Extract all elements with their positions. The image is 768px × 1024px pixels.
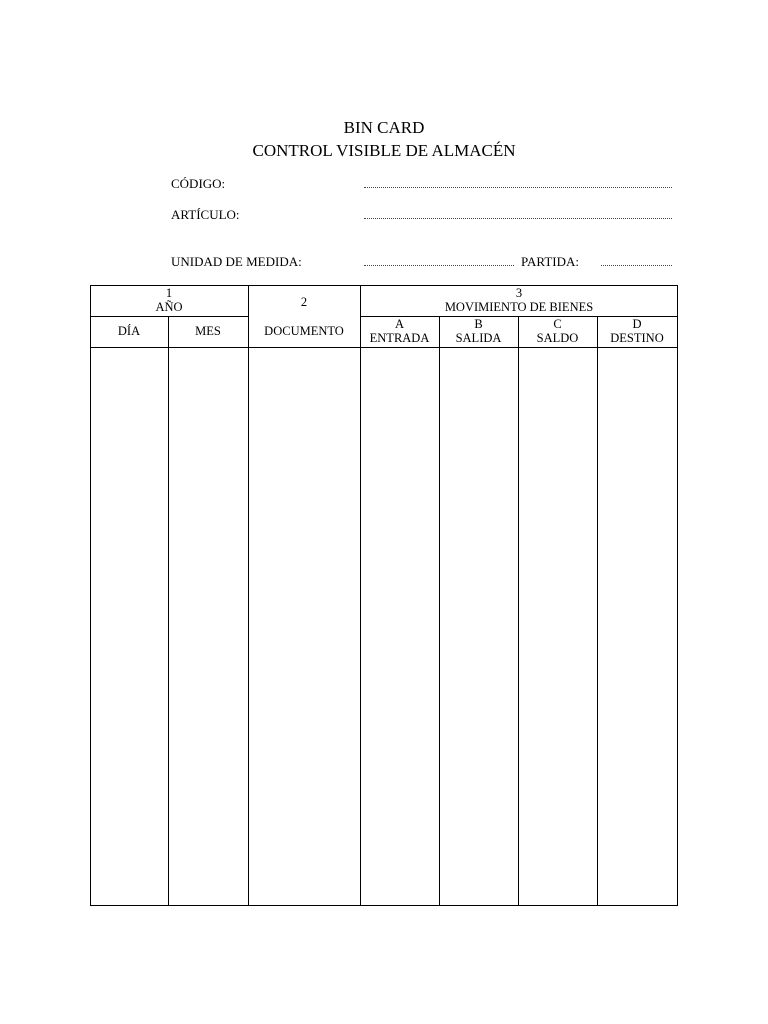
- col-line-right: [677, 285, 678, 906]
- movimiento-number: 3: [515, 286, 523, 300]
- documento-number: 2: [300, 295, 308, 309]
- column-header-salida: [439, 317, 518, 345]
- column-header-saldo: [518, 317, 597, 345]
- codigo-label: CÓDIGO:: [171, 176, 226, 191]
- column-header-documento: DOCUMENTO: [264, 324, 344, 338]
- saldo-label: SALDO: [536, 331, 579, 345]
- ano-label: AÑO: [155, 300, 183, 314]
- card-title: BIN CARD: [343, 118, 425, 137]
- saldo-letter: C: [553, 317, 562, 331]
- ano-header: [90, 286, 248, 314]
- column-header-mes: MES: [195, 324, 221, 338]
- column-header-dia: DÍA: [117, 324, 141, 338]
- unidad-medida-label: UNIDAD DE MEDIDA:: [171, 254, 302, 269]
- entrada-letter: A: [394, 317, 405, 331]
- salida-label: SALIDA: [455, 331, 502, 345]
- codigo-field[interactable]: [364, 187, 672, 188]
- table-bottom-border: [90, 905, 678, 906]
- card-subtitle: CONTROL VISIBLE DE ALMACÉN: [252, 141, 516, 160]
- destino-letter: D: [632, 317, 642, 331]
- unidad-medida-field[interactable]: [364, 265, 514, 266]
- column-header-entrada: [360, 317, 439, 345]
- movimiento-label: MOVIMIENTO DE BIENES: [444, 300, 594, 314]
- destino-label: DESTINO: [610, 331, 664, 345]
- partida-label: PARTIDA:: [521, 254, 579, 269]
- salida-letter: B: [474, 317, 483, 331]
- partida-field[interactable]: [601, 265, 672, 266]
- movimiento-header: [360, 286, 678, 314]
- column-header-destino: [597, 317, 677, 345]
- table-entry-area[interactable]: [91, 348, 677, 905]
- entrada-label: ENTRADA: [369, 331, 430, 345]
- articulo-label: ARTÍCULO:: [171, 207, 240, 222]
- ano-divider: [90, 316, 248, 317]
- documento-group-header: [248, 295, 360, 309]
- ano-number: 1: [165, 286, 173, 300]
- articulo-field[interactable]: [364, 218, 672, 219]
